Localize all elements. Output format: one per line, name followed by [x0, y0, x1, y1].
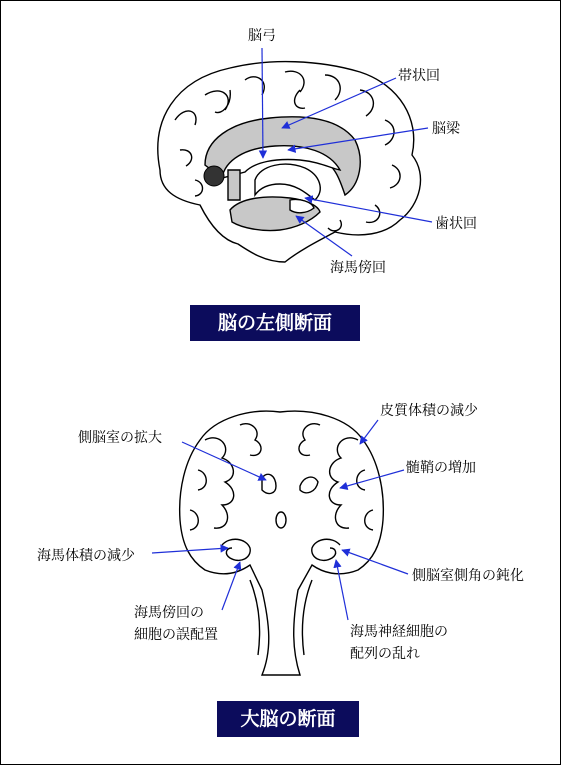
- label-corpus-callosum: 脳梁: [432, 121, 460, 137]
- hippocampus-left: [222, 539, 250, 560]
- caption-coronal: 大脳の断面: [218, 702, 358, 736]
- brain-outline: [158, 62, 421, 262]
- label-neuron-line1: 海馬神経細胞の: [350, 624, 448, 640]
- hippocampus-right: [312, 539, 340, 560]
- arrow-dentate: [305, 198, 432, 222]
- arrow-ventricle-enlargement: [182, 442, 266, 480]
- label-neuron-line2: 配列の乱れ: [350, 646, 420, 662]
- arrow-hippocampal-volume: [152, 548, 228, 553]
- caption-sagittal: 脳の左側断面: [191, 306, 359, 340]
- label-dentate: 歯状回: [435, 216, 477, 232]
- label-ventricle-enlargement: 側脳室の拡大: [78, 430, 162, 446]
- label-cortical-volume: 皮質体積の減少: [380, 403, 478, 419]
- label-parahippo-line1: 海馬傍回の: [134, 605, 204, 621]
- label-fornix: 脳弓: [248, 28, 276, 44]
- label-sulci-increase: 髄鞘の増加: [406, 460, 476, 476]
- label-hippocampal-volume: 海馬体積の減少: [37, 548, 135, 564]
- third-ventricle: [276, 512, 286, 528]
- label-parahippocampal: 海馬傍回: [330, 260, 386, 276]
- dentate-gyrus: [290, 199, 314, 212]
- arrow-cingulate: [282, 78, 396, 128]
- arrow-sulci-increase: [340, 470, 404, 488]
- mammillary-body: [204, 166, 224, 186]
- label-cingulate: 帯状回: [398, 68, 440, 84]
- arrow-horn-blunting: [342, 550, 408, 574]
- label-parahippo-line2: 細胞の誤配置: [134, 627, 218, 643]
- fornix: [255, 164, 320, 200]
- lateral-ventricle-left: [262, 474, 276, 493]
- label-horn-blunting: 側脳室側角の鈍化: [412, 568, 524, 584]
- arrow-parahippocampal: [296, 216, 352, 256]
- arrow-neuron: [336, 560, 348, 620]
- arrow-cortical-volume: [360, 420, 378, 444]
- arrow-parahippo: [222, 562, 240, 610]
- sagittal-brain: [158, 62, 421, 262]
- lateral-ventricle-right: [300, 477, 318, 493]
